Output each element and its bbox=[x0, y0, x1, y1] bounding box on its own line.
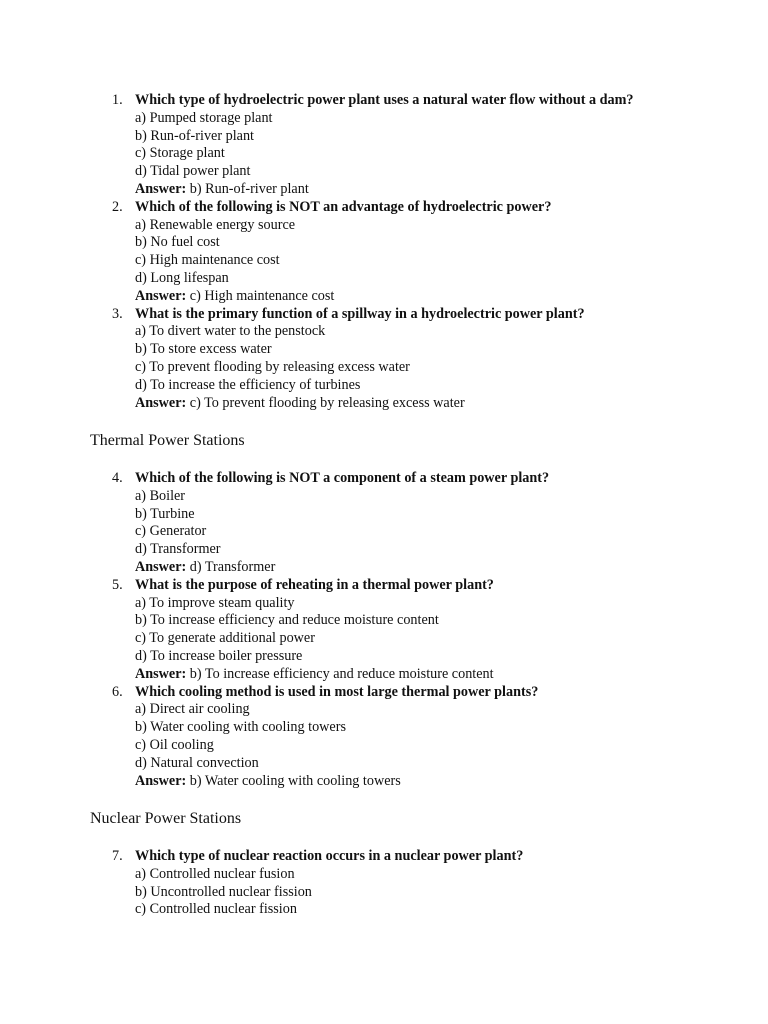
option-c: c) Storage plant bbox=[135, 145, 225, 162]
answer-label: Answer: bbox=[135, 287, 187, 304]
answer-line bbox=[135, 395, 465, 413]
option-d: d) Tidal power plant bbox=[135, 163, 251, 180]
option-c: c) Controlled nuclear fission bbox=[135, 901, 297, 918]
option-b: b) To increase efficiency and reduce moisture content bbox=[135, 612, 439, 629]
option-c: c) Oil cooling bbox=[135, 736, 214, 753]
answer-line bbox=[135, 181, 309, 199]
nuclear-section bbox=[0, 848, 768, 919]
question-3 bbox=[0, 306, 768, 413]
option-c: c) To prevent flooding by releasing excess water bbox=[135, 358, 410, 375]
hydro-section bbox=[0, 92, 768, 412]
option-a: a) Renewable energy source bbox=[135, 216, 296, 233]
answer-text: c) High maintenance cost bbox=[186, 287, 335, 304]
option-a: a) To improve steam quality bbox=[135, 594, 295, 611]
option-c: c) Generator bbox=[135, 523, 207, 540]
question-5 bbox=[0, 577, 768, 684]
option-b: b) No fuel cost bbox=[135, 234, 220, 251]
answer-text: b) To increase efficiency and reduce moisture content bbox=[186, 665, 494, 682]
option-b: b) Turbine bbox=[135, 505, 195, 522]
answer-text: d) Transformer bbox=[186, 558, 276, 575]
question-number: 3. bbox=[112, 305, 123, 322]
option-a: a) Controlled nuclear fusion bbox=[135, 865, 295, 882]
option-b: b) Uncontrolled nuclear fission bbox=[135, 883, 312, 900]
answer-label: Answer: bbox=[135, 180, 187, 197]
answer-line bbox=[135, 288, 334, 306]
option-d: d) To increase the efficiency of turbines bbox=[135, 376, 361, 393]
option-c: c) High maintenance cost bbox=[135, 252, 280, 269]
question-7 bbox=[0, 848, 768, 919]
option-c: c) To generate additional power bbox=[135, 630, 315, 647]
question-number: 4. bbox=[112, 470, 123, 486]
option-a: a) Pumped storage plant bbox=[135, 109, 273, 126]
option-a: a) Direct air cooling bbox=[135, 701, 250, 718]
question-number: 2. bbox=[112, 198, 123, 215]
answer-line bbox=[135, 773, 401, 791]
question-4 bbox=[0, 470, 768, 577]
question-text: Which cooling method is used in most large thermal power plants? bbox=[135, 683, 539, 700]
question-6 bbox=[0, 684, 768, 791]
answer-line bbox=[135, 559, 275, 577]
question-number: 1. bbox=[112, 92, 123, 108]
answer-text: b) Water cooling with cooling towers bbox=[186, 772, 401, 789]
question-text: Which type of nuclear reaction occurs in a nuclear power plant? bbox=[135, 848, 524, 864]
option-d: d) Natural convection bbox=[135, 754, 259, 771]
question-number: 7. bbox=[112, 848, 123, 864]
option-b: b) Run-of-river plant bbox=[135, 127, 254, 144]
option-a: a) Boiler bbox=[135, 487, 186, 504]
answer-text: b) Run-of-river plant bbox=[186, 180, 309, 197]
option-d: d) Transformer bbox=[135, 541, 221, 558]
question-1 bbox=[0, 92, 768, 199]
answer-text: c) To prevent flooding by releasing excess water bbox=[186, 394, 465, 411]
thermal-section bbox=[0, 470, 768, 790]
answer-label: Answer: bbox=[135, 665, 187, 682]
question-text: Which of the following is NOT a component of a steam power plant? bbox=[135, 470, 550, 486]
option-b: b) Water cooling with cooling towers bbox=[135, 719, 346, 736]
question-number: 6. bbox=[112, 683, 123, 700]
question-text: Which of the following is NOT an advantage of hydroelectric power? bbox=[135, 198, 552, 215]
answer-label: Answer: bbox=[135, 394, 187, 411]
question-2 bbox=[0, 199, 768, 306]
question-number: 5. bbox=[112, 576, 123, 593]
question-text: What is the purpose of reheating in a thermal power plant? bbox=[135, 576, 494, 593]
question-text: Which type of hydroelectric power plant uses a natural water flow without a dam? bbox=[135, 92, 634, 108]
answer-line bbox=[135, 666, 494, 684]
option-b: b) To store excess water bbox=[135, 341, 272, 358]
answer-label: Answer: bbox=[135, 558, 187, 575]
question-text: What is the primary function of a spillway in a hydroelectric power plant? bbox=[135, 305, 585, 322]
option-a: a) To divert water to the penstock bbox=[135, 323, 326, 340]
option-d: d) Long lifespan bbox=[135, 269, 229, 286]
answer-label: Answer: bbox=[135, 772, 187, 789]
option-d: d) To increase boiler pressure bbox=[135, 647, 303, 664]
section-heading-thermal: Thermal Power Stations bbox=[90, 432, 245, 449]
section-heading-nuclear: Nuclear Power Stations bbox=[90, 810, 242, 827]
